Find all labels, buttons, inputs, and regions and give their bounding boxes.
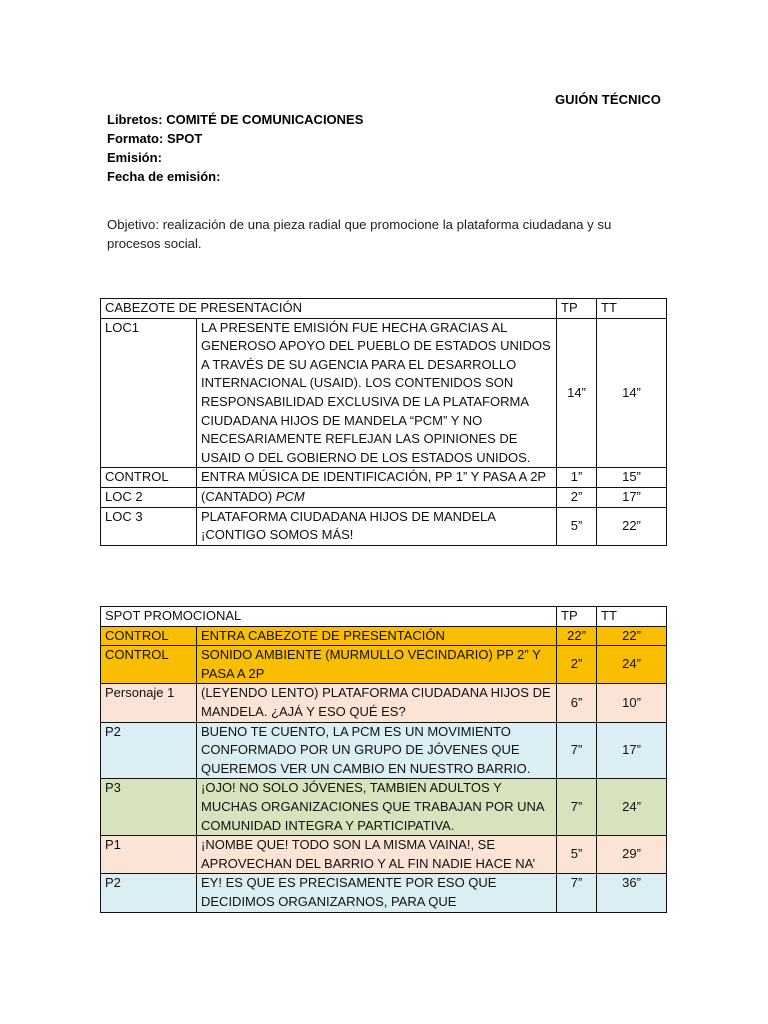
script-text-cell: BUENO TE CUENTO, LA PCM ES UN MOVIMIENTO CONFORMADO POR UN GRUPO DE JÓVENES QUE QUEREMOS VER UN CAMBIO EN NUESTRO BARRIO.: [197, 722, 557, 779]
tp-cell: 5”: [557, 507, 597, 545]
table-header-row: [101, 607, 667, 627]
script-text-cell: ENTRA CABEZOTE DE PRESENTACIÓN: [197, 626, 557, 646]
tp-cell: 1”: [557, 468, 597, 488]
script-text-cell: LA PRESENTE EMISIÓN FUE HECHA GRACIAS AL GENEROSO APOYO DEL PUEBLO DE ESTADOS UNIDOS A TRAVÉS DE SU AGENCIA PARA EL DESARROLLO INTERNACIONAL (USAID). LOS CONTENIDOS SON RESPONSABILIDAD EXCLUSIVA DE LA PLATAFORMA CIUDADANA HIJOS DE MANDELA “PCM” Y NO NECESARIAMENTE REFLEJAN LAS OPINIONES DE USAID O DEL GOBIERNO DE LOS ESTADOS UNIDOS.: [197, 318, 557, 468]
role-cell: P3: [101, 779, 197, 836]
tt-cell: 29”: [597, 836, 667, 874]
tt-cell: 24”: [597, 779, 667, 836]
cabezote-table: [100, 298, 667, 546]
script-text-cell: PLATAFORMA CIUDADANA HIJOS DE MANDELA ¡CONTIGO SOMOS MÁS!: [197, 507, 557, 545]
tt-header: TT: [597, 607, 667, 627]
tt-cell: 17”: [597, 722, 667, 779]
table-row: [101, 626, 667, 646]
table-row: [101, 507, 667, 545]
script-text-cell: EY! ES QUE ES PRECISAMENTE POR ESO QUE DECIDIMOS ORGANIZARNOS, PARA QUE: [197, 874, 557, 912]
tt-cell: 22”: [597, 507, 667, 545]
role-cell: LOC1: [101, 318, 197, 468]
script-text-cell: ¡NOMBE QUE! TODO SON LA MISMA VAINA!, SE APROVECHAN DEL BARRIO Y AL FIN NADIE HACE NA’: [197, 836, 557, 874]
tp-cell: 6”: [557, 684, 597, 722]
tt-cell: 15”: [597, 468, 667, 488]
table-header-title: SPOT PROMOCIONAL: [101, 607, 557, 627]
tp-cell: 22”: [557, 626, 597, 646]
role-cell: LOC 3: [101, 507, 197, 545]
table-row: [101, 722, 667, 779]
role-cell: CONTROL: [101, 626, 197, 646]
table-row: [101, 836, 667, 874]
table-row: [101, 318, 667, 468]
tp-cell: 7”: [557, 779, 597, 836]
role-cell: P2: [101, 722, 197, 779]
tp-cell: 7”: [557, 722, 597, 779]
formato-line: Formato: SPOT: [107, 131, 203, 146]
document-title: GUIÓN TÉCNICO: [554, 92, 661, 107]
script-text-cell: SONIDO AMBIENTE (MURMULLO VECINDARIO) PP 2” Y PASA A 2P: [197, 646, 557, 684]
libretos-line: Libretos: COMITÉ DE COMUNICACIONES: [107, 112, 364, 127]
tt-cell: 17”: [597, 487, 667, 507]
script-text-cell: ¡OJO! NO SOLO JÓVENES, TAMBIEN ADULTOS Y MUCHAS ORGANIZACIONES QUE TRABAJAN POR UNA COMUNIDAD INTEGRA Y PARTICIPATIVA.: [197, 779, 557, 836]
tt-cell: 14”: [597, 318, 667, 468]
role-cell: P2: [101, 874, 197, 912]
script-text-cell: ENTRA MÚSICA DE IDENTIFICACIÓN, PP 1” Y PASA A 2P: [197, 468, 557, 488]
script-text-cell: (LEYENDO LENTO) PLATAFORMA CIUDADANA HIJOS DE MANDELA. ¿AJÁ Y ESO QUÉ ES?: [197, 684, 557, 722]
tt-cell: 22”: [597, 626, 667, 646]
script-text-italic: PCM: [275, 488, 305, 504]
fecha-emision-line: Fecha de emisión:: [107, 169, 221, 184]
tp-header: TP: [557, 607, 597, 627]
role-cell: P1: [101, 836, 197, 874]
role-cell: CONTROL: [101, 646, 197, 684]
script-text-prefix: (CANTADO): [201, 488, 276, 504]
tp-cell: 7”: [557, 874, 597, 912]
tp-cell: 14”: [557, 318, 597, 468]
metadata-block: [107, 110, 363, 186]
tt-cell: 10”: [597, 684, 667, 722]
table-row: [101, 684, 667, 722]
spot-table: [100, 606, 667, 913]
tp-cell: 5”: [557, 836, 597, 874]
table-row: [101, 874, 667, 912]
table-row: [101, 646, 667, 684]
table-header-row: [101, 299, 667, 319]
emision-line: Emisión:: [107, 150, 162, 165]
tp-cell: 2”: [557, 646, 597, 684]
role-cell: CONTROL: [101, 468, 197, 488]
tp-header: TP: [557, 299, 597, 319]
tt-cell: 36”: [597, 874, 667, 912]
table-row: [101, 468, 667, 488]
role-cell: Personaje 1: [101, 684, 197, 722]
tt-header: TT: [597, 299, 667, 319]
objective-text: Objetivo: realización de una pieza radial que promocione la plataforma ciudadana y su procesos social.: [107, 217, 612, 251]
table-row: [101, 487, 667, 507]
role-cell: LOC 2: [101, 487, 197, 507]
table-header-title: CABEZOTE DE PRESENTACIÓN: [101, 299, 557, 319]
tp-cell: 2”: [557, 487, 597, 507]
table-row: [101, 779, 667, 836]
tt-cell: 24”: [597, 646, 667, 684]
script-text-cell: [197, 487, 557, 507]
